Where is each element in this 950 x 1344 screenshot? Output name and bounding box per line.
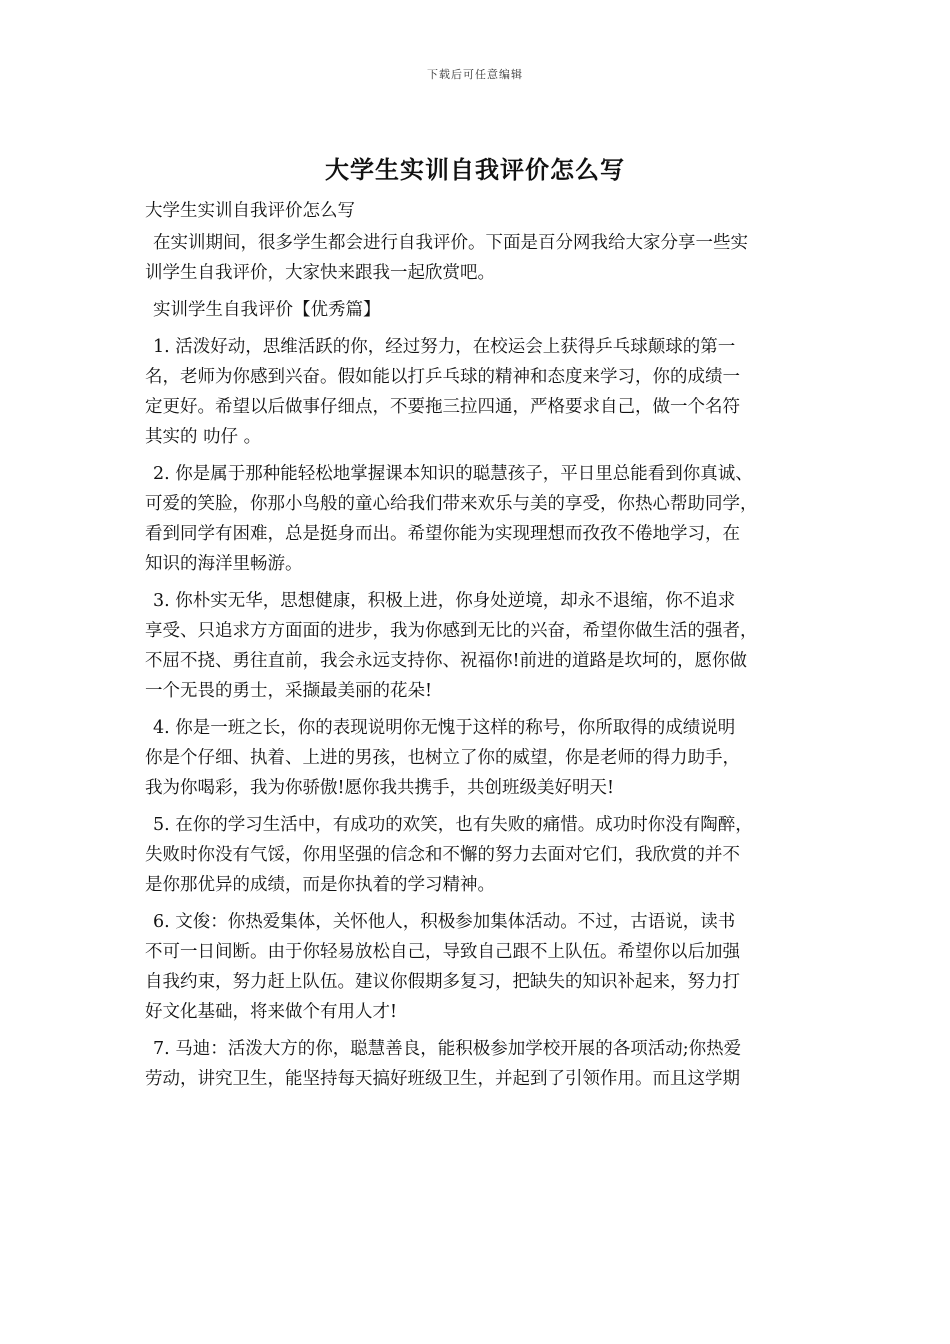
list-item (145, 459, 817, 579)
paragraph-line: 失败时你没有气馁，你用坚强的信念和不懈的努力去面对它们，我欣赏的并不 (145, 845, 740, 865)
list-item (145, 332, 817, 452)
paragraph-line: 不屈不挠、勇往直前，我会永远支持你、祝福你!前进的道路是坎坷的，愿你做 (145, 651, 748, 671)
paragraph-line: 好文化基础，将来做个有用人才! (145, 1002, 398, 1022)
paragraph-line: 你是个仔细、执着、上进的男孩，也树立了你的威望，你是老师的得力助手， (145, 748, 740, 768)
section-heading-block (145, 295, 817, 325)
paragraph-line: 我为你喝彩，我为你骄傲!愿你我共携手，共创班级美好明天! (145, 778, 615, 798)
paragraph-line: 名，老师为你感到兴奋。假如能以打乒乓球的精神和态度来学习，你的成绩一 (145, 367, 740, 387)
paragraph-line: 是你那优异的成绩，而是你执着的学习精神。 (145, 875, 495, 895)
document-body (145, 196, 817, 1101)
paragraph-line: 可爱的笑脸，你那小鸟般的童心给我们带来欢乐与美的享受，你热心帮助同学， (145, 494, 758, 514)
paragraph-line: 知识的海洋里畅游。 (145, 554, 303, 574)
paragraph-line: 训学生自我评价，大家快来跟我一起欣赏吧。 (145, 263, 495, 283)
list-item (145, 907, 817, 1027)
section-heading: 实训学生自我评价【优秀篇】 (153, 300, 381, 320)
paragraph-line: 6. 文俊：你热爱集体，关怀他人，积极参加集体活动。不过，古语说，读书 (153, 912, 736, 932)
document-subtitle: 大学生实训自我评价怎么写 (145, 201, 355, 221)
intro-paragraph (145, 228, 817, 288)
paragraph-line: 劳动，讲究卫生，能坚持每天搞好班级卫生，并起到了引领作用。而且这学期 (145, 1069, 740, 1089)
document-title: 大学生实训自我评价怎么写 (325, 155, 625, 184)
paragraph-line: 自我约束，努力赶上队伍。建议你假期多复习，把缺失的知识补起来，努力打 (145, 972, 740, 992)
paragraph-line: 享受、只追求方方面面的进步，我为你感到无比的兴奋，希望你做生活的强者， (145, 621, 758, 641)
paragraph-line: 4. 你是一班之长，你的表现说明你无愧于这样的称号，你所取得的成绩说明 (153, 718, 736, 738)
paragraph-line: 不可一日间断。由于你轻易放松自己，导致自己跟不上队伍。希望你以后加强 (145, 942, 740, 962)
paragraph-line: 1. 活泼好动，思维活跃的你，经过努力，在校运会上获得乒乓球颠球的第一 (153, 337, 736, 357)
paragraph-line: 2. 你是属于那种能轻松地掌握课本知识的聪慧孩子，平日里总能看到你真诚、 (153, 464, 753, 484)
paragraph-line: 一个无畏的勇士，采撷最美丽的花朵! (145, 681, 433, 701)
list-item (145, 810, 817, 900)
list-item (145, 1034, 817, 1094)
paragraph-line: 3. 你朴实无华，思想健康，积极上进，你身处逆境，却永不退缩，你不追求 (153, 591, 736, 611)
list-item (145, 713, 817, 803)
paragraph-line: 在实训期间，很多学生都会进行自我评价。下面是百分网我给大家分享一些实 (153, 233, 748, 253)
paragraph-line: 5. 在你的学习生活中，有成功的欢笑，也有失败的痛惜。成功时你没有陶醉， (153, 815, 753, 835)
list-item (145, 586, 817, 706)
header-note: 下载后可任意编辑 (427, 68, 523, 81)
paragraph-line: 其实的 叻仔 。 (145, 427, 262, 447)
paragraph-line: 定更好。希望以后做事仔细点，不要拖三拉四通，严格要求自己，做一个名符 (145, 397, 740, 417)
paragraph-line: 7. 马迪：活泼大方的你，聪慧善良，能积极参加学校开展的各项活动;你热爱 (153, 1039, 742, 1059)
paragraph-line: 看到同学有困难，总是挺身而出。希望你能为实现理想而孜孜不倦地学习，在 (145, 524, 740, 544)
